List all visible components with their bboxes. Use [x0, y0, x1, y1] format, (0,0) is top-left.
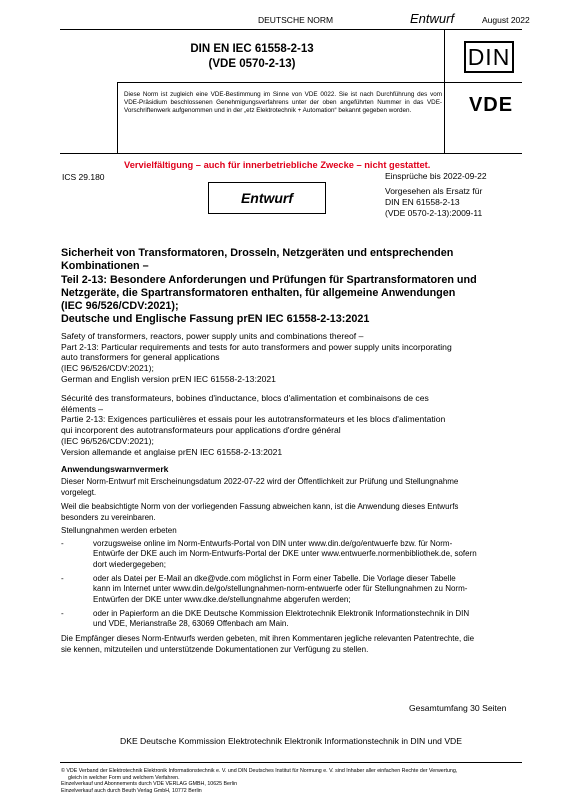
para-line: vorgelegt.: [61, 487, 97, 497]
publication-date: August 2022: [482, 15, 530, 25]
list-line: kann im Internet unter www.din.de/go/stellungnahmen-norm-entwuerfe oder für Stellungnahmen zu Norm-: [93, 584, 468, 594]
para-line: Weil die beabsichtigte Norm von der vorliegenden Fassung abweichen kann, ist die Anwendung dieses Entwurfs: [61, 502, 459, 511]
title-en-line: Safety of transformers, reactors, power supply units and combinations thereof –: [61, 331, 364, 341]
footer-rule: [60, 762, 522, 763]
objection-deadline: Einsprüche bis 2022-09-22: [385, 171, 487, 181]
footer-line: Einzelverkauf und Abonnements durch VDE VERLAG GMBH, 10625 Berlin: [61, 781, 238, 788]
title-en-line: (IEC 96/526/CDV:2021);: [61, 363, 154, 374]
list-line: vorzugsweise online im Norm-Entwurfs-Portal von DIN unter www.din.de/go/entwuerfe bzw. für Norm-: [93, 539, 453, 548]
title-en-line: auto transformers for general applications: [61, 352, 220, 363]
list-dash: -: [61, 609, 64, 618]
header-rule: [60, 29, 522, 30]
title-german: [61, 247, 521, 327]
list-line: oder in Papierform an die DKE Deutsche Kommission Elektrotechnik Elektronik Informationstechnik in DIN: [93, 609, 470, 618]
list-line: Entwürfen der DKE unter www.dke.de/stellungnahme abgerufen werden;: [93, 594, 351, 604]
para-line: Dieser Norm-Entwurf mit Erscheinungsdatum 2022-07-22 wird der Öffentlichkeit zur Prüfung und Stellungnahme: [61, 477, 459, 486]
document-number: DIN EN IEC 61558-2-13: [190, 43, 314, 55]
total-pages: Gesamtumfang 30 Seiten: [409, 703, 507, 713]
footer-line: © VDE Verband der Elektrotechnik Elektronik Informationstechnik e. V. und DIN Deutsches Institut für Normung e. V. sind Inhaber aller einfachen Rechte der Verwertung,: [61, 768, 458, 774]
title-en-line: German and English version prEN IEC 61558-2-13:2021: [61, 373, 276, 384]
application-para-2: [61, 502, 523, 523]
footer-line: gleich in welcher Form und welchem Verfahren.: [68, 774, 180, 781]
title-de-line: Netzgeräte, die Spartransformatoren enthalten, für allgemeine Anwendungen: [61, 286, 456, 299]
application-para-1: [61, 477, 523, 498]
title-de-line: Kombinationen –: [61, 260, 149, 273]
replacement-line-2: DIN EN 61558-2-13: [385, 197, 460, 207]
din-logo-text: DIN: [467, 44, 511, 70]
title-de-line: Deutsche und Englische Fassung prEN IEC 61558-2-13:2021: [61, 313, 370, 326]
para-line: sie kennen, mitzuteilen und unterstützende Dokumentationen zur Verfügung zu stellen.: [61, 644, 369, 654]
list-line: oder als Datei per E-Mail an dke@vde.com möglichst in Form einer Tabelle. Die Vorlage dieser Tabelle: [93, 574, 456, 583]
title-de-line: Teil 2-13: Besondere Anforderungen und Prüfungen für Spartransformatoren und: [61, 273, 477, 286]
list-line: dort wiedergegeben;: [93, 559, 166, 569]
application-para-4: [61, 634, 523, 655]
title-rule: [117, 82, 522, 83]
ics-code: ICS 29.180: [62, 172, 105, 182]
title-en-line: Part 2-13: Particular requirements and tests for auto transformers and power supply units incorporating: [61, 341, 452, 352]
standard-type-label: DEUTSCHE NORM: [258, 15, 334, 25]
din-logo: [464, 41, 514, 73]
draft-status: Entwurf: [410, 11, 455, 26]
vde-note: Diese Norm ist zugleich eine VDE-Bestimmung im Sinne von VDE 0022. Sie ist nach Durchführung des vom VDE-Präsidium beschlossenen Genehmigungsverfahrens unter der oben angeführten Nummer in das VDE-Vorschriftenwerk aufgenommen und in der „etz Elektrotechnik + Automation“ bekannt gegeben worden.: [124, 91, 442, 115]
para-line: besonders zu vereinbaren.: [61, 512, 156, 522]
title-fr-line: éléments –: [61, 403, 104, 414]
title-fr-line: Version allemande et anglaise prEN IEC 61558-2-13:2021: [61, 446, 283, 457]
list-line: und VDE, Merianstraße 28, 63069 Offenbach am Main.: [93, 619, 289, 629]
list-text: [93, 609, 521, 630]
vde-number: (VDE 0570-2-13): [208, 58, 296, 70]
title-de-line: (IEC 96/526/CDV:2021);: [61, 300, 179, 313]
title-english: [61, 331, 523, 385]
draft-stamp: Entwurf: [208, 182, 326, 214]
list-text: [93, 539, 521, 570]
replacement-line-1: Vorgesehen als Ersatz für: [385, 186, 483, 196]
title-fr-line: (IEC 96/526/CDV:2021);: [61, 435, 154, 446]
vde-logo: VDE: [468, 94, 514, 116]
title-fr-line: Partie 2-13: Exigences particulières et essais pour les autotransformateurs et les blocs d'alimentation: [61, 414, 446, 425]
list-dash: -: [61, 539, 64, 548]
para-line: Die Empfänger dieses Norm-Entwurfs werden gebeten, mit ihren Kommentaren jegliche relevanten Patentrechte, die: [61, 634, 475, 643]
logo-divider: [444, 29, 445, 153]
copy-warning: Vervielfältigung – auch für innerbetriebliche Zwecke – nicht gestattet.: [124, 160, 431, 170]
application-para-3: Stellungnahmen werden erbeten: [61, 526, 177, 535]
replacement-line-3: (VDE 0570-2-13):2009-11: [385, 208, 483, 218]
list-text: [93, 574, 521, 605]
footer-line: Einzelverkauf auch durch Beuth Verlag GmbH, 10772 Berlin: [61, 787, 202, 794]
title-de-line: Sicherheit von Transformatoren, Drosseln, Netzgeräten und entsprechenden: [61, 247, 454, 259]
title-french: [61, 393, 523, 457]
application-heading: Anwendungswarnvermerk: [61, 464, 169, 474]
title-fr-line: Sécurité des transformateurs, bobines d'inductance, blocs d'alimentation et combinaisons de ces: [61, 393, 429, 403]
header-bottom-rule: [60, 153, 522, 154]
title-fr-line: qui incorporent des autotransformateurs pour applications d'ordre général: [61, 425, 341, 436]
committee-name: DKE Deutsche Kommission Elektrotechnik Elektronik Informationstechnik in DIN und VDE: [120, 736, 462, 746]
list-dash: -: [61, 574, 64, 583]
copyright-footer: [61, 768, 531, 794]
note-divider: [117, 82, 118, 153]
list-line: Entwürfe der DKE auch im Norm-Entwurfs-Portal der DKE unter www.entwuerfe.normenbibliothek.de, sofern: [93, 549, 477, 559]
